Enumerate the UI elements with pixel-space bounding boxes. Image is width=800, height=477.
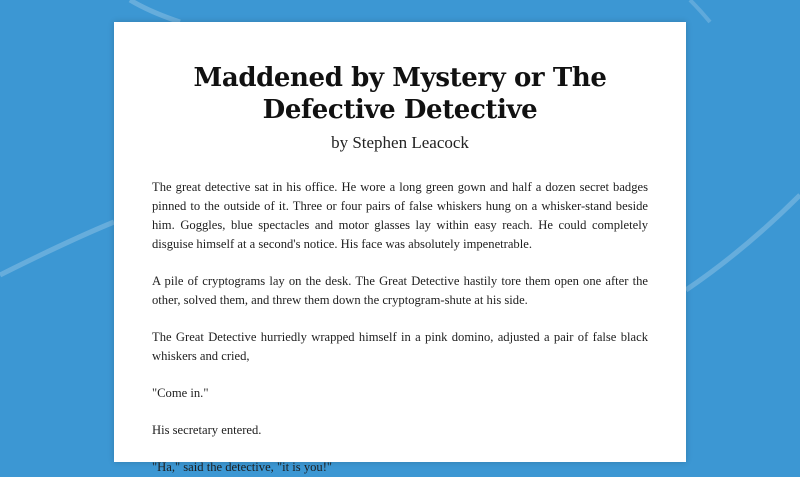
document-body (152, 178, 648, 477)
paragraph: His secretary entered. (152, 423, 262, 437)
paragraph: The Great Detective hurriedly wrapped himself in a pink domino, adjusted a pair of false black whiskers and cried, (152, 330, 648, 363)
document-page (114, 22, 686, 474)
paragraph: A pile of cryptograms lay on the desk. The Great Detective hastily tore them open one after the other, solved them, and threw them down the cryptogram-shute at his side. (152, 274, 648, 307)
paragraph: "Come in." (152, 386, 209, 400)
paragraph: "Ha," said the detective, "it is you!" (152, 460, 333, 474)
document-byline: by Stephen Leacock (331, 133, 469, 152)
paragraph: The great detective sat in his office. He wore a long green gown and half a dozen secret badges pinned to the outside of it. Three or four pairs of false whiskers hung on a whisker-stand beside him. Goggles, blue spectacles and motor glasses lay within easy reach. He could completely disguise himself at a second's notice. His face was absolutely impenetrable. (152, 180, 648, 251)
document-title: Maddened by Mystery or The Defective Detective (193, 63, 607, 125)
